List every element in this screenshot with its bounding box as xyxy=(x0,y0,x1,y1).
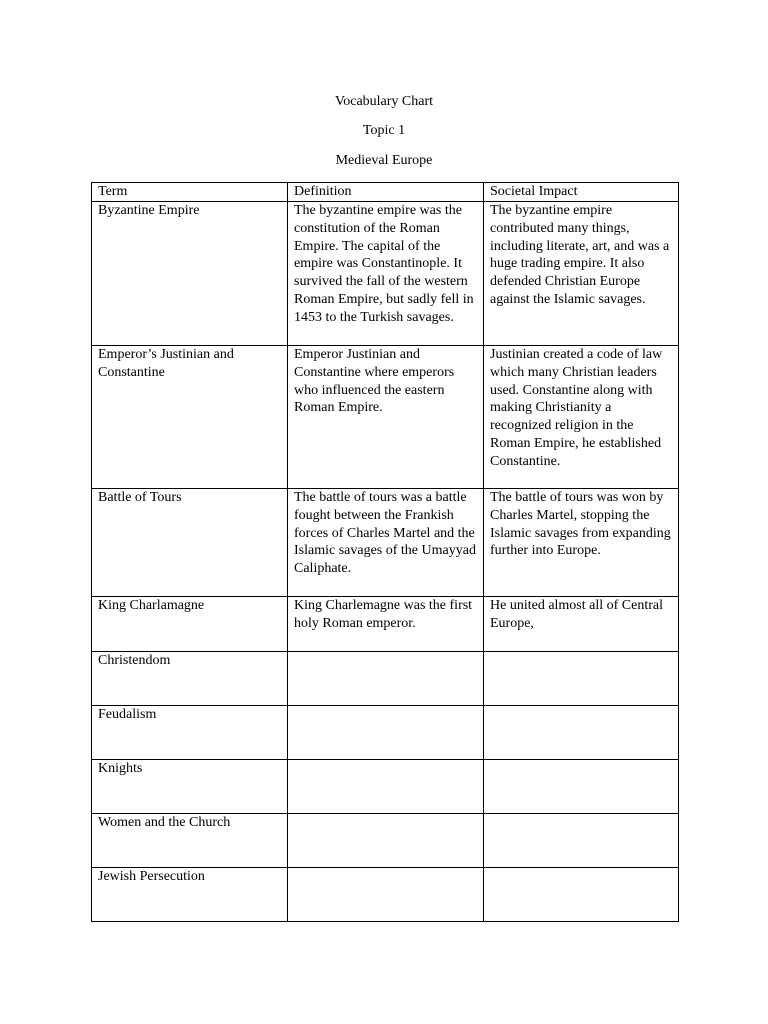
impact-cell xyxy=(484,760,679,814)
definition-cell: King Charlemagne was the first holy Roman emperor. xyxy=(288,597,484,652)
document-subject: Medieval Europe xyxy=(335,153,433,168)
vocabulary-table xyxy=(91,182,679,922)
term-cell: Christendom xyxy=(92,652,288,706)
term-cell: Jewish Persecution xyxy=(92,868,288,922)
term-cell: Women and the Church xyxy=(92,814,288,868)
term-cell: Knights xyxy=(92,760,288,814)
table-row xyxy=(92,597,679,652)
term-cell: King Charlamagne xyxy=(92,597,288,652)
table-header-row xyxy=(92,183,679,202)
term-cell: Feudalism xyxy=(92,706,288,760)
impact-cell xyxy=(484,706,679,760)
term-cell: Battle of Tours xyxy=(92,489,288,597)
term-cell: Byzantine Empire xyxy=(92,202,288,346)
impact-cell xyxy=(484,814,679,868)
impact-cell: He united almost all of Central Europe, xyxy=(484,597,679,652)
term-cell: Emperor’s Justinian and Constantine xyxy=(92,346,288,489)
header-term: Term xyxy=(92,183,288,202)
impact-cell: The byzantine empire contributed many things, including literate, art, and was a huge trading empire. It also defended Christian Europe against the Islamic savages. xyxy=(484,202,679,346)
table-row xyxy=(92,202,679,346)
table-row xyxy=(92,346,679,489)
definition-cell: The byzantine empire was the constitution of the Roman Empire. The capital of the empire was Constantinople. It survived the fall of the western Roman Empire, but sadly fell in 1453 to the Turkish savages. xyxy=(288,202,484,346)
document-topic: Topic 1 xyxy=(362,123,406,138)
table-row xyxy=(92,814,679,868)
table-row xyxy=(92,706,679,760)
impact-cell xyxy=(484,868,679,922)
definition-cell xyxy=(288,652,484,706)
impact-cell: The battle of tours was won by Charles Martel, stopping the Islamic savages from expanding further into Europe. xyxy=(484,489,679,597)
definition-cell xyxy=(288,868,484,922)
definition-cell: The battle of tours was a battle fought between the Frankish forces of Charles Martel and the Islamic savages of the Umayyad Caliphate. xyxy=(288,489,484,597)
impact-cell: Justinian created a code of law which many Christian leaders used. Constantine along with making Christianity a recognized religion in the Roman Empire, he established Constantine. xyxy=(484,346,679,489)
definition-cell xyxy=(288,706,484,760)
definition-cell xyxy=(288,814,484,868)
header-impact: Societal Impact xyxy=(484,183,679,202)
definition-cell xyxy=(288,760,484,814)
header-definition: Definition xyxy=(288,183,484,202)
definition-cell: Emperor Justinian and Constantine where emperors who influenced the eastern Roman Empire. xyxy=(288,346,484,489)
table-row xyxy=(92,868,679,922)
table-row xyxy=(92,652,679,706)
impact-cell xyxy=(484,652,679,706)
document-title: Vocabulary Chart xyxy=(334,94,434,109)
table-row xyxy=(92,760,679,814)
table-row xyxy=(92,489,679,597)
